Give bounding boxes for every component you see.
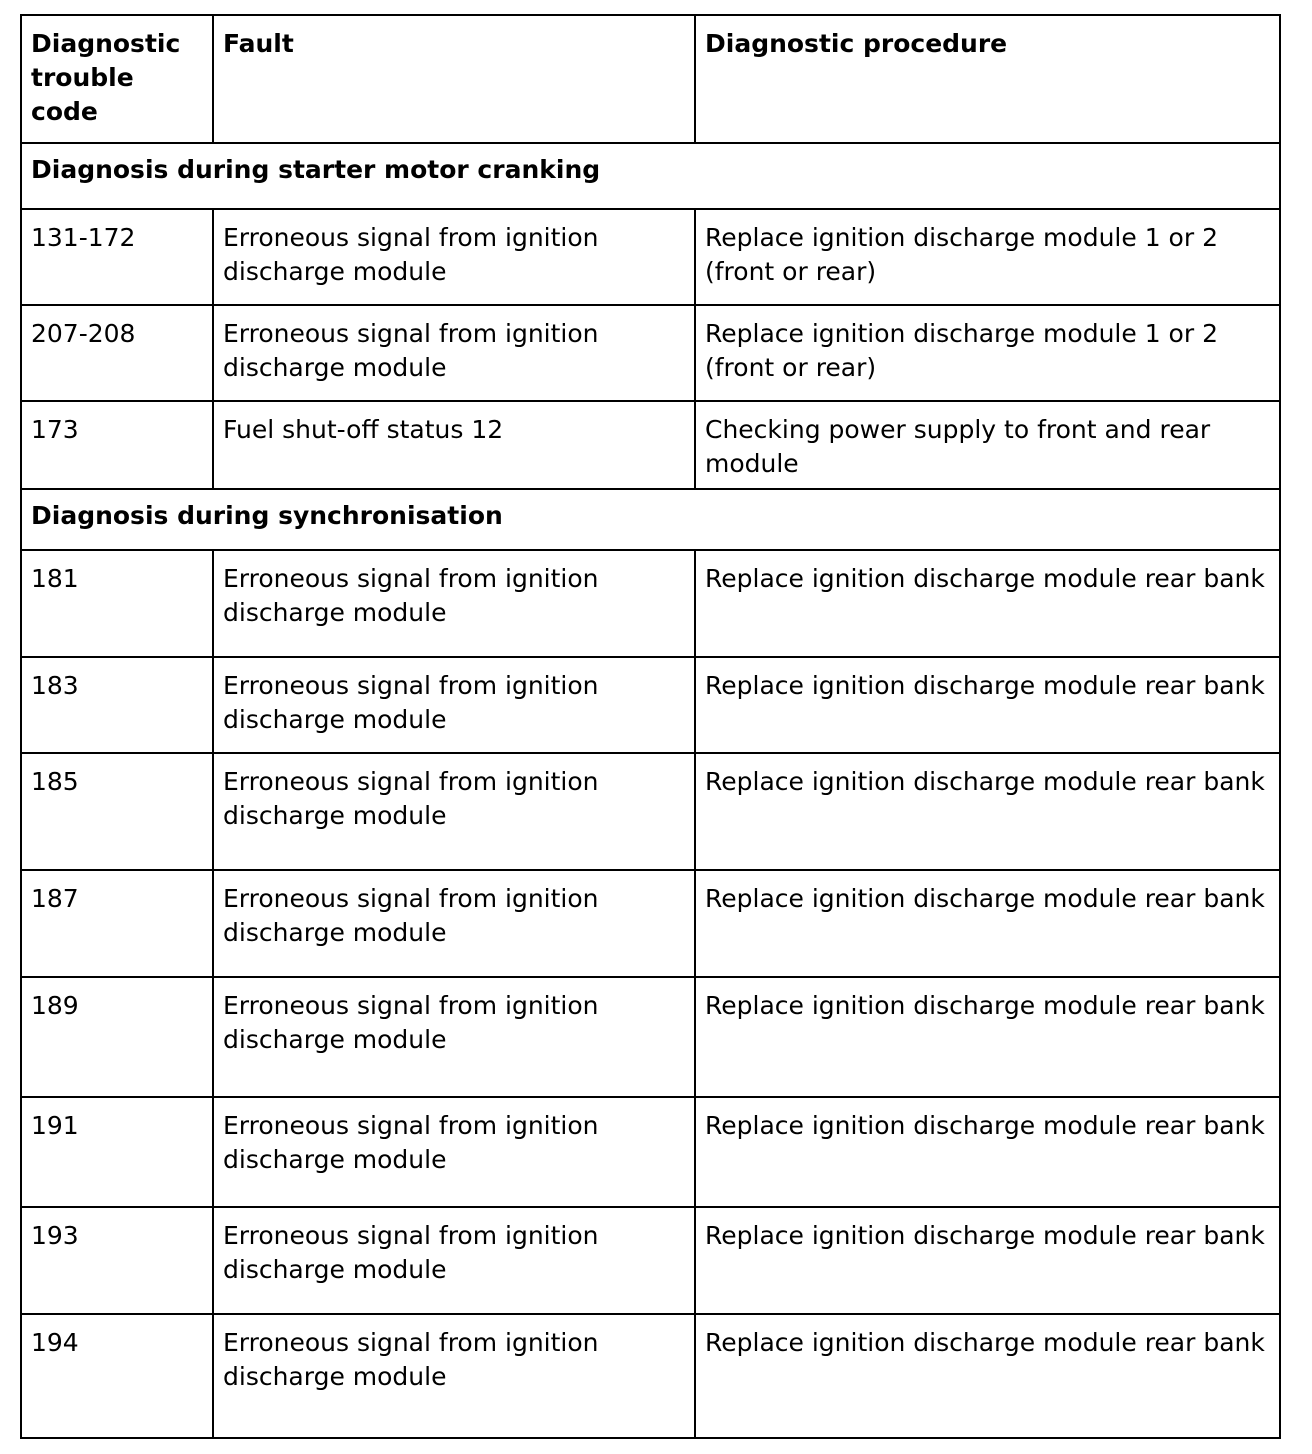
cell-code: 131-172 bbox=[21, 209, 213, 305]
cell-fault: Erroneous signal from ignition discharge module bbox=[213, 1097, 695, 1207]
header-fault: Fault bbox=[213, 15, 695, 143]
cell-code: 191 bbox=[21, 1097, 213, 1207]
header-row bbox=[21, 15, 1280, 143]
table-row bbox=[21, 1314, 1280, 1438]
cell-code: 207-208 bbox=[21, 305, 213, 401]
cell-procedure: Replace ignition discharge module rear bank bbox=[695, 977, 1280, 1097]
cell-fault: Erroneous signal from ignition discharge module bbox=[213, 977, 695, 1097]
table-row bbox=[21, 305, 1280, 401]
header-procedure: Diagnostic procedure bbox=[695, 15, 1280, 143]
cell-procedure: Replace ignition discharge module rear bank bbox=[695, 1207, 1280, 1314]
table-row bbox=[21, 870, 1280, 977]
cell-procedure: Replace ignition discharge module rear bank bbox=[695, 753, 1280, 870]
table-row bbox=[21, 209, 1280, 305]
cell-fault: Erroneous signal from ignition discharge module bbox=[213, 209, 695, 305]
header-code: Diagnostic trouble code bbox=[21, 15, 213, 143]
cell-fault: Erroneous signal from ignition discharge module bbox=[213, 305, 695, 401]
table-row bbox=[21, 1097, 1280, 1207]
cell-code: 189 bbox=[21, 977, 213, 1097]
cell-code: 193 bbox=[21, 1207, 213, 1314]
cell-code: 173 bbox=[21, 401, 213, 489]
cell-procedure: Checking power supply to front and rear module bbox=[695, 401, 1280, 489]
cell-procedure: Replace ignition discharge module rear bank bbox=[695, 657, 1280, 753]
cell-procedure: Replace ignition discharge module 1 or 2 (front or rear) bbox=[695, 305, 1280, 401]
cell-procedure: Replace ignition discharge module rear bank bbox=[695, 1314, 1280, 1438]
table-row bbox=[21, 550, 1280, 657]
table-row bbox=[21, 1207, 1280, 1314]
cell-fault: Fuel shut-off status 12 bbox=[213, 401, 695, 489]
section-row bbox=[21, 489, 1280, 550]
table-row bbox=[21, 977, 1280, 1097]
cell-fault: Erroneous signal from ignition discharge module bbox=[213, 870, 695, 977]
cell-fault: Erroneous signal from ignition discharge module bbox=[213, 753, 695, 870]
table-row bbox=[21, 401, 1280, 489]
table-row bbox=[21, 657, 1280, 753]
cell-fault: Erroneous signal from ignition discharge module bbox=[213, 1207, 695, 1314]
cell-procedure: Replace ignition discharge module rear bank bbox=[695, 870, 1280, 977]
cell-code: 187 bbox=[21, 870, 213, 977]
cell-code: 194 bbox=[21, 1314, 213, 1438]
cell-code: 185 bbox=[21, 753, 213, 870]
cell-fault: Erroneous signal from ignition discharge module bbox=[213, 1314, 695, 1438]
cell-code: 181 bbox=[21, 550, 213, 657]
section-title-cranking: Diagnosis during starter motor cranking bbox=[21, 143, 1280, 209]
cell-procedure: Replace ignition discharge module rear bank bbox=[695, 1097, 1280, 1207]
cell-procedure: Replace ignition discharge module 1 or 2 (front or rear) bbox=[695, 209, 1280, 305]
table-row bbox=[21, 753, 1280, 870]
section-row bbox=[21, 143, 1280, 209]
diagnostic-trouble-code-table bbox=[20, 14, 1281, 1439]
cell-fault: Erroneous signal from ignition discharge module bbox=[213, 550, 695, 657]
cell-fault: Erroneous signal from ignition discharge module bbox=[213, 657, 695, 753]
cell-code: 183 bbox=[21, 657, 213, 753]
section-title-synchronisation: Diagnosis during synchronisation bbox=[21, 489, 1280, 550]
cell-procedure: Replace ignition discharge module rear bank bbox=[695, 550, 1280, 657]
